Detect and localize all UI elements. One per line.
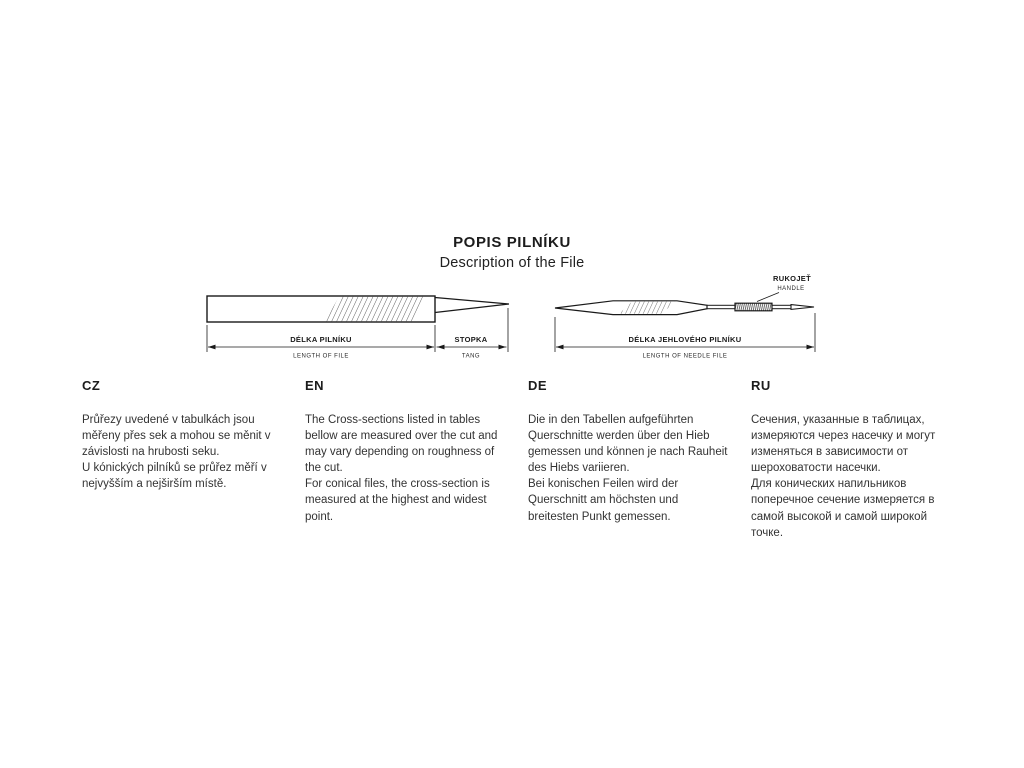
language-code-cz: CZ [82, 378, 101, 393]
language-code-de: DE [528, 378, 548, 393]
needle-end-tip [791, 305, 814, 310]
description-paragraph: U kónických pilníků se průřez měří v nejvyšším a nejširším místě. [82, 462, 267, 491]
needle-file-drawing [555, 293, 814, 315]
column-cz [82, 378, 282, 541]
description-paragraph: Die in den Tabellen aufgeführten Querschnitte werden über den Hieb gemessen und können je nach Rauheit des Hiebs variieren. [528, 414, 728, 475]
handle-leader-line [757, 293, 779, 302]
needle-neck-outline [772, 305, 791, 308]
needle-file-diagram [545, 268, 821, 368]
handle-sublabel: HANDLE [777, 286, 805, 292]
description-paragraph: For conical files, the cross-section is measured at the highest and widest point. [305, 478, 490, 523]
needle-handle-grip [735, 303, 772, 311]
flat-file-diagram [198, 288, 518, 368]
description-paragraph: Сечения, указанные в таблицах, измеряются через насечку и могут изменяться в зависимости от шероховатости насечки. [751, 414, 936, 475]
language-columns [82, 378, 951, 541]
needle-cut-hatch [619, 302, 675, 314]
column-ru [751, 378, 951, 541]
page-title: POPIS PILNÍKU [453, 234, 571, 251]
language-code-en: EN [305, 378, 325, 393]
section-header [0, 234, 1024, 271]
tang-label: STOPKA [454, 335, 488, 344]
file-cut-hatch [325, 297, 427, 321]
column-en [305, 378, 505, 541]
page-subtitle: Description of the File [439, 255, 585, 271]
description-paragraph: The Cross-sections listed in tables bellow are measured over the cut and may vary depending on roughness of the cut. [305, 414, 498, 475]
handle-label: RUKOJEŤ [773, 274, 811, 283]
length-of-file-label: DÉLKA PILNÍKU [290, 335, 352, 344]
needle-shank-outline [707, 305, 735, 308]
flat-file-drawing [207, 296, 509, 322]
length-of-needle-file-sublabel: LENGTH OF NEEDLE FILE [642, 353, 728, 360]
description-paragraph: Bei konischen Feilen wird der Querschnitt am höchsten und breitesten Punkt gemessen. [528, 478, 679, 523]
length-of-needle-file-label: DÉLKA JEHLOVÉHO PILNÍKU [628, 335, 742, 344]
description-paragraph: Průřezy uvedené v tabulkách jsou měřeny přes sek a mohou se měnit v závislosti na hrubosti seku. [82, 414, 271, 459]
length-of-file-sublabel: LENGTH OF FILE [293, 353, 349, 360]
column-de [528, 378, 728, 541]
needle-file-dimensions [555, 313, 815, 352]
file-tang-outline [435, 298, 509, 313]
description-paragraph: Для конических напильников поперечное сечение измеряется в самой высокой и самой широкой точке. [751, 478, 935, 539]
tang-sublabel: TANG [461, 353, 481, 360]
language-code-ru: RU [751, 378, 771, 393]
